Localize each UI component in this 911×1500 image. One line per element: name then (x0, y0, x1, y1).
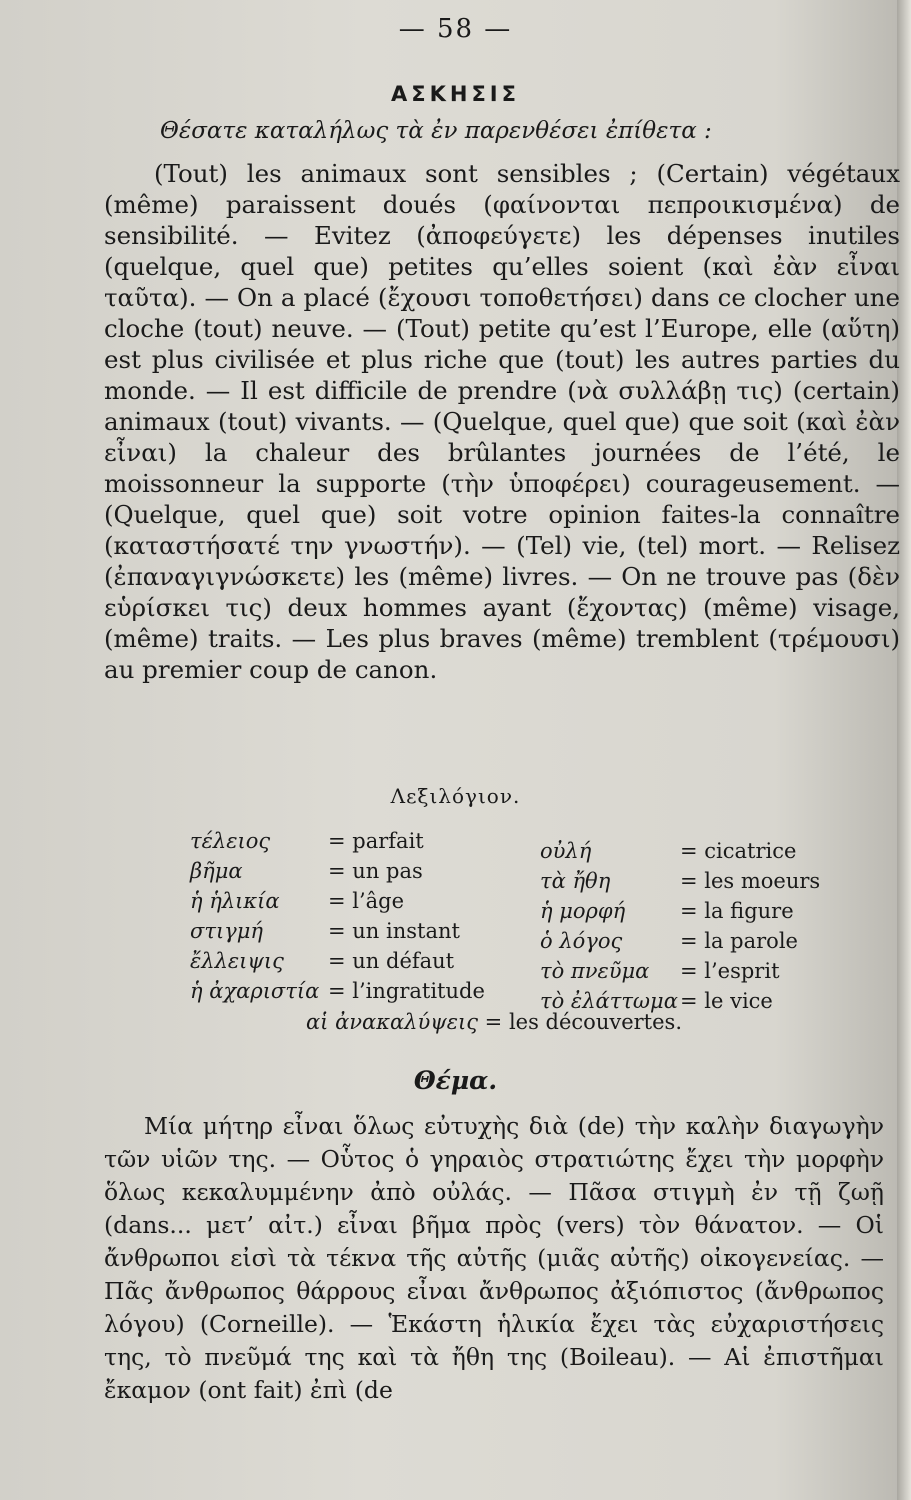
vocab-french: = un défaut (328, 949, 455, 973)
vocab-french: = un pas (328, 859, 423, 883)
vocab-french: = cicatrice (680, 839, 797, 863)
vocab-greek: τὰ ἤθη (540, 869, 611, 893)
vocab-french: = l’ingratitude (328, 979, 485, 1003)
vocab-french: = la parole (680, 929, 798, 953)
vocab-greek: στιγμή (190, 919, 263, 943)
vocab-row (540, 836, 796, 866)
vocab-french: = la figure (680, 899, 794, 923)
exercise-instruction: Θέσατε καταλήλως τὰ ἐν παρενθέσει ἐπίθετα : (160, 118, 712, 144)
vocab-greek: ἡ ἡλικία (190, 889, 280, 913)
vocab-french: = les moeurs (680, 869, 821, 893)
vocab-row (190, 886, 404, 916)
vocab-french: = l’âge (328, 889, 405, 913)
lexicon-title: Λεξιλόγιον. (390, 784, 521, 808)
vocab-row (190, 856, 423, 886)
vocab-row (540, 956, 780, 986)
vocab-french: = parfait (328, 829, 424, 853)
vocab-row (190, 976, 485, 1006)
vocab-french: = un instant (328, 919, 460, 943)
vocab-greek: βῆμα (190, 859, 243, 883)
theme-title: Θέμα. (413, 1066, 498, 1095)
vocab-greek: ὁ λόγος (540, 929, 623, 953)
vocab-greek: τὸ ἐλάττωμα (540, 989, 678, 1013)
vocab-row (540, 866, 820, 896)
vocab-french: = l’esprit (680, 959, 780, 983)
vocab-greek: ἡ ἀχαριστία (190, 979, 320, 1003)
page-number: — 58 — (398, 14, 513, 44)
vocab-row (190, 946, 454, 976)
exercise-title: ΑΣΚΗΣΙΣ (391, 82, 520, 106)
vocab-greek: οὐλή (540, 839, 592, 863)
vocab-french: = les découvertes. (484, 1010, 682, 1034)
vocab-greek: ἔλλειψις (190, 949, 284, 973)
vocab-row (540, 896, 794, 926)
vocab-row (540, 926, 798, 956)
exercise-text: (Tout) les animaux sont sensibles ; (Certain) végétaux (même) paraissent doués (φαίνονται πεπροικισμένα) de sensibilité. — Evitez (ἀποφεύγετε) les dépenses inutiles (quelque, quel que) petites qu’elles soient (καὶ ἐὰν εἶναι ταῦτα). — On a placé (ἔχουσι τοποθετήσει) dans ce clocher une cloche (tout) neuve. — (Tout) petite qu’est l’Europe, elle (αὕτη) est plus civilisée et plus riche que (tout) les autres parties du monde. — Il est difficile de prendre (νὰ συλλάβῃ τις) (certain) animaux (tout) vivants. — (Quelque, quel que) que soit (καὶ ἐὰν εἶναι) la chaleur des brûlantes journées de l’été, le moissonneur la supporte (τὴν ὑποφέρει) courageusement. — (Quelque, quel que) soit votre opinion faites-la connaître (καταστήσατέ την γνωστήν). — (Tel) vie, (tel) mort. — Relisez (ἐπαναγιγνώσκετε) les (même) livres. — On ne trouve pas (δὲν εὑρίσκει τις) deux hommes ayant (ἔχοντας) (même) visage, (même) traits. — Les plus braves (même) tremblent (τρέμουσι) au premier coup de canon. (104, 159, 900, 684)
vocab-row (190, 826, 424, 856)
vocab-greek: τὸ πνεῦμα (540, 959, 650, 983)
vocab-row (190, 916, 460, 946)
vocab-french: = le vice (680, 989, 773, 1013)
theme-text: Μία μήτηρ εἶναι ὅλως εὐτυχὴς διὰ (de) τὴν καλὴν διαγωγὴν τῶν υἱῶν της. — Οὗτος ὁ γηραιὸς στρατιώτης ἔχει τὴν μορφὴν ὅλως κεκαλυμμένην ἀπὸ οὐλάς. — Πᾶσα στιγμὴ ἐν τῇ ζωῇ (dans... μετ’ αἰτ.) εἶναι βῆμα πρὸς (vers) τὸν θάνατον. — Οἱ ἄνθρωποι εἰσὶ τὰ τέκνα τῆς αὐτῆς (μιᾶς αὐτῆς) οἰκογενείας. — Πᾶς ἄνθρωπος θάρρους εἶναι ἄνθρωπος ἀξιόπιστος (ἄνθρωπος λόγου) (Corneille). — Ἑκάστη ἡλικία ἔχει τὰς εὐχαριστήσεις της, τὸ πνεῦμά της καὶ τὰ ἤθη της (Boileau). — Αἱ ἐπιστῆμαι ἔκαμον (ont fait) ἐπὶ (de (104, 1112, 884, 1404)
vocab-greek: τέλειος (190, 829, 271, 853)
vocab-row-wide (306, 1010, 682, 1034)
vocab-greek: αἱ ἀνακαλύψεις (306, 1010, 478, 1034)
vocab-greek: ἡ μορφή (540, 899, 626, 923)
